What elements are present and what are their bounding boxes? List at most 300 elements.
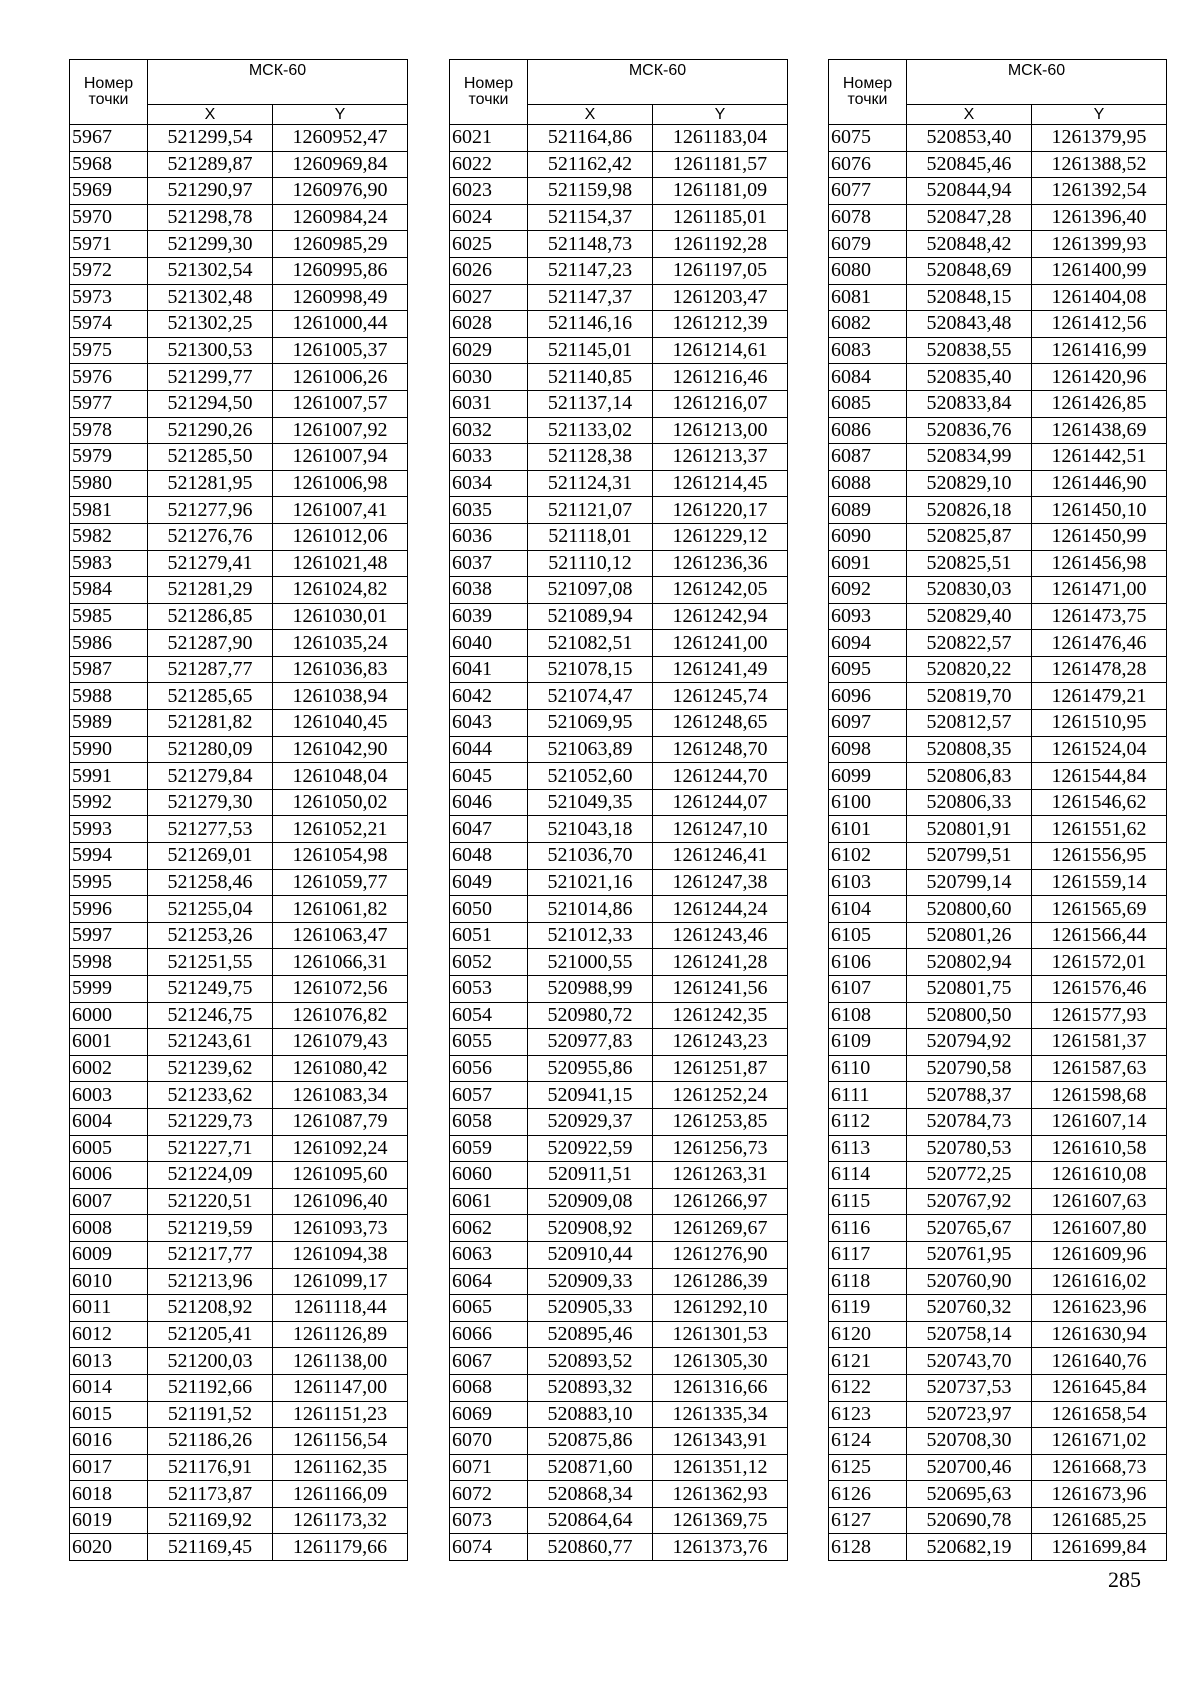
table-row [450, 444, 788, 471]
point-number-cell: 6021 [450, 125, 528, 152]
table-row [450, 1507, 788, 1534]
table-row [70, 1162, 408, 1189]
point-number-cell: 6001 [70, 1029, 148, 1056]
y-coordinate-cell: 1261181,09 [653, 178, 788, 205]
point-number-cell: 6099 [829, 763, 907, 790]
x-coordinate-cell: 521276,76 [148, 523, 273, 550]
table-row [70, 816, 408, 843]
table-row [450, 683, 788, 710]
x-coordinate-cell: 520826,18 [907, 497, 1032, 524]
y-coordinate-cell: 1261316,66 [653, 1374, 788, 1401]
table-row [70, 417, 408, 444]
x-coordinate-cell: 521287,90 [148, 630, 273, 657]
x-coordinate-cell: 521298,78 [148, 204, 273, 231]
table-row [829, 1348, 1167, 1375]
point-number-cell: 5988 [70, 683, 148, 710]
point-number-cell: 6024 [450, 204, 528, 231]
x-coordinate-cell: 520853,40 [907, 125, 1032, 152]
point-number-cell: 6103 [829, 869, 907, 896]
y-coordinate-cell: 1261063,47 [273, 922, 408, 949]
point-number-cell: 6123 [829, 1401, 907, 1428]
table-row [70, 444, 408, 471]
coordinate-system-header: МСК-60 [148, 60, 408, 105]
point-number-cell: 6116 [829, 1215, 907, 1242]
y-coordinate-cell: 1261183,04 [653, 125, 788, 152]
table-row [70, 1401, 408, 1428]
point-number-cell: 6049 [450, 869, 528, 896]
table-row [70, 1428, 408, 1455]
table-row [829, 1401, 1167, 1428]
point-number-cell: 6065 [450, 1295, 528, 1322]
point-number-cell: 6042 [450, 683, 528, 710]
table-row [450, 1295, 788, 1322]
point-number-cell: 6107 [829, 976, 907, 1003]
point-number-cell: 6010 [70, 1268, 148, 1295]
point-number-cell: 6076 [829, 151, 907, 178]
point-number-cell: 6075 [829, 125, 907, 152]
point-number-cell: 6062 [450, 1215, 528, 1242]
y-coordinate-cell: 1261610,08 [1032, 1162, 1167, 1189]
point-number-cell: 6068 [450, 1374, 528, 1401]
x-coordinate-cell: 520836,76 [907, 417, 1032, 444]
point-number-cell: 6097 [829, 710, 907, 737]
y-coordinate-cell: 1261450,10 [1032, 497, 1167, 524]
point-number-cell: 6033 [450, 444, 528, 471]
x-coordinate-cell: 521258,46 [148, 869, 273, 896]
x-coordinate-cell: 521251,55 [148, 949, 273, 976]
table-row [829, 178, 1167, 205]
point-number-cell: 6081 [829, 284, 907, 311]
table-row [450, 1321, 788, 1348]
point-number-cell: 6069 [450, 1401, 528, 1428]
y-coordinate-cell: 1261094,38 [273, 1241, 408, 1268]
table-row [829, 1029, 1167, 1056]
x-coordinate-cell: 521169,92 [148, 1507, 273, 1534]
x-coordinate-cell: 521287,77 [148, 656, 273, 683]
x-coordinate-cell: 520895,46 [528, 1321, 653, 1348]
point-number-cell: 5989 [70, 710, 148, 737]
x-coordinate-cell: 521147,23 [528, 257, 653, 284]
table-row [70, 1321, 408, 1348]
table-row [70, 843, 408, 870]
point-number-cell: 6037 [450, 550, 528, 577]
table-row [450, 922, 788, 949]
y-coordinate-cell: 1261248,70 [653, 736, 788, 763]
x-coordinate-cell: 521063,89 [528, 736, 653, 763]
table-row [829, 125, 1167, 152]
point-number-cell: 6025 [450, 231, 528, 258]
y-coordinate-cell: 1261096,40 [273, 1188, 408, 1215]
point-number-cell: 5999 [70, 976, 148, 1003]
y-coordinate-cell: 1261087,79 [273, 1108, 408, 1135]
y-coordinate-cell: 1261305,30 [653, 1348, 788, 1375]
point-number-cell: 6014 [70, 1374, 148, 1401]
y-coordinate-cell: 1261343,91 [653, 1428, 788, 1455]
y-coordinate-cell: 1261059,77 [273, 869, 408, 896]
x-coordinate-cell: 521021,16 [528, 869, 653, 896]
point-number-cell: 6070 [450, 1428, 528, 1455]
table-row [829, 1215, 1167, 1242]
table-row [450, 523, 788, 550]
point-number-cell: 6019 [70, 1507, 148, 1534]
point-number-cell: 6066 [450, 1321, 528, 1348]
x-coordinate-cell: 520829,40 [907, 603, 1032, 630]
x-coordinate-cell: 521239,62 [148, 1055, 273, 1082]
table-row [70, 284, 408, 311]
table-row [450, 1401, 788, 1428]
y-coordinate-cell: 1261181,57 [653, 151, 788, 178]
y-coordinate-cell: 1261213,37 [653, 444, 788, 471]
point-number-cell: 5970 [70, 204, 148, 231]
table-row [70, 1215, 408, 1242]
x-coordinate-cell: 520801,26 [907, 922, 1032, 949]
table-row [829, 789, 1167, 816]
table-row [450, 1082, 788, 1109]
x-coordinate-cell: 520868,34 [528, 1481, 653, 1508]
table-row [829, 444, 1167, 471]
x-coordinate-cell: 520760,32 [907, 1295, 1032, 1322]
table-row [450, 151, 788, 178]
page-number: 285 [1108, 1567, 1141, 1592]
y-coordinate-cell: 1261076,82 [273, 1002, 408, 1029]
y-coordinate-cell: 1261243,46 [653, 922, 788, 949]
y-coordinate-cell: 1261581,37 [1032, 1029, 1167, 1056]
y-coordinate-cell: 1261247,38 [653, 869, 788, 896]
table-row [70, 896, 408, 923]
x-coordinate-cell: 521192,66 [148, 1374, 273, 1401]
table-row [70, 178, 408, 205]
point-number-cell: 5973 [70, 284, 148, 311]
x-coordinate-cell: 521279,84 [148, 763, 273, 790]
point-number-cell: 6098 [829, 736, 907, 763]
x-coordinate-cell: 521069,95 [528, 710, 653, 737]
table-row [829, 1534, 1167, 1561]
point-number-cell: 6092 [829, 577, 907, 604]
x-coordinate-cell: 520847,28 [907, 204, 1032, 231]
y-coordinate-cell: 1261126,89 [273, 1321, 408, 1348]
point-number-cell: 5969 [70, 178, 148, 205]
y-coordinate-cell: 1261577,93 [1032, 1002, 1167, 1029]
x-coordinate-cell: 521133,02 [528, 417, 653, 444]
point-number-cell: 6086 [829, 417, 907, 444]
point-number-cell: 6094 [829, 630, 907, 657]
y-coordinate-cell: 1261623,96 [1032, 1295, 1167, 1322]
point-number-cell: 5983 [70, 550, 148, 577]
table-row [450, 204, 788, 231]
table-row [829, 896, 1167, 923]
point-number-cell: 6127 [829, 1507, 907, 1534]
table-row [829, 1428, 1167, 1455]
table-row [450, 763, 788, 790]
x-coordinate-cell: 521173,87 [148, 1481, 273, 1508]
table-row [450, 1162, 788, 1189]
point-number-cell: 6027 [450, 284, 528, 311]
table-row [450, 816, 788, 843]
table-row [450, 1268, 788, 1295]
x-coordinate-cell: 520864,64 [528, 1507, 653, 1534]
x-coordinate-cell: 521233,62 [148, 1082, 273, 1109]
point-number-cell: 6121 [829, 1348, 907, 1375]
y-coordinate-cell: 1261510,95 [1032, 710, 1167, 737]
y-coordinate-cell: 1261244,24 [653, 896, 788, 923]
y-coordinate-cell: 1261610,58 [1032, 1135, 1167, 1162]
table-row [829, 710, 1167, 737]
point-number-header [829, 60, 907, 125]
x-coordinate-cell: 521285,65 [148, 683, 273, 710]
table-row [70, 1082, 408, 1109]
x-coordinate-cell: 520772,25 [907, 1162, 1032, 1189]
point-number-cell: 6003 [70, 1082, 148, 1109]
table-row [70, 630, 408, 657]
point-number-header-line1: Номер [463, 75, 514, 92]
point-number-cell: 5978 [70, 417, 148, 444]
y-coordinate-cell: 1261214,45 [653, 470, 788, 497]
y-coordinate-cell: 1261438,69 [1032, 417, 1167, 444]
point-number-cell: 6115 [829, 1188, 907, 1215]
point-number-cell: 6039 [450, 603, 528, 630]
x-coordinate-cell: 520830,03 [907, 577, 1032, 604]
table-row [829, 364, 1167, 391]
point-number-cell: 5995 [70, 869, 148, 896]
table-row [450, 1029, 788, 1056]
point-number-cell: 6085 [829, 390, 907, 417]
y-coordinate-cell: 1261093,73 [273, 1215, 408, 1242]
x-coordinate-cell: 521121,07 [528, 497, 653, 524]
x-coordinate-cell: 520893,52 [528, 1348, 653, 1375]
y-coordinate-cell: 1261479,21 [1032, 683, 1167, 710]
x-coordinate-cell: 520820,22 [907, 656, 1032, 683]
x-coordinate-cell: 521146,16 [528, 311, 653, 338]
y-coordinate-cell: 1261246,41 [653, 843, 788, 870]
point-number-cell: 6013 [70, 1348, 148, 1375]
table-row [829, 1108, 1167, 1135]
point-number-header-line2: точки [468, 91, 509, 108]
point-number-cell: 6053 [450, 976, 528, 1003]
table-row [450, 337, 788, 364]
table-row [829, 1321, 1167, 1348]
table-row [829, 1188, 1167, 1215]
table-row [829, 390, 1167, 417]
x-coordinate-cell: 520695,63 [907, 1481, 1032, 1508]
point-number-cell: 6117 [829, 1241, 907, 1268]
point-number-cell: 6038 [450, 577, 528, 604]
x-coordinate-cell: 520848,42 [907, 231, 1032, 258]
table-row [450, 1241, 788, 1268]
x-coordinate-cell: 520819,70 [907, 683, 1032, 710]
table-row [450, 284, 788, 311]
point-number-cell: 6110 [829, 1055, 907, 1082]
y-coordinate-cell: 1261671,02 [1032, 1428, 1167, 1455]
x-coordinate-cell: 521097,08 [528, 577, 653, 604]
table-row [70, 151, 408, 178]
x-coordinate-cell: 521299,77 [148, 364, 273, 391]
table-row [829, 1374, 1167, 1401]
table-row [70, 1507, 408, 1534]
point-number-cell: 6096 [829, 683, 907, 710]
y-coordinate-cell: 1261241,49 [653, 656, 788, 683]
y-coordinate-cell: 1261007,92 [273, 417, 408, 444]
x-coordinate-cell: 521277,53 [148, 816, 273, 843]
y-coordinate-cell: 1261587,63 [1032, 1055, 1167, 1082]
x-coordinate-cell: 521253,26 [148, 922, 273, 949]
table-row [70, 257, 408, 284]
table-row [829, 151, 1167, 178]
point-number-cell: 6073 [450, 1507, 528, 1534]
point-number-cell: 6022 [450, 151, 528, 178]
table-row [829, 603, 1167, 630]
table-row [450, 577, 788, 604]
point-number-cell: 6011 [70, 1295, 148, 1322]
table-row [829, 337, 1167, 364]
y-coordinate-cell: 1261253,85 [653, 1108, 788, 1135]
y-coordinate-cell: 1261005,37 [273, 337, 408, 364]
point-number-cell: 5967 [70, 125, 148, 152]
y-coordinate-cell: 1261630,94 [1032, 1321, 1167, 1348]
point-number-cell: 6125 [829, 1454, 907, 1481]
y-coordinate-cell: 1261156,54 [273, 1428, 408, 1455]
x-coordinate-cell: 520905,33 [528, 1295, 653, 1322]
y-coordinate-cell: 1261035,24 [273, 630, 408, 657]
x-coordinate-cell: 520977,83 [528, 1029, 653, 1056]
table-row [450, 417, 788, 444]
y-coordinate-cell: 1260998,49 [273, 284, 408, 311]
y-coordinate-cell: 1261248,65 [653, 710, 788, 737]
point-number-cell: 6083 [829, 337, 907, 364]
table-row [450, 125, 788, 152]
point-number-cell: 6063 [450, 1241, 528, 1268]
table-row [70, 656, 408, 683]
y-coordinate-cell: 1261236,36 [653, 550, 788, 577]
y-coordinate-cell: 1261118,44 [273, 1295, 408, 1322]
y-coordinate-cell: 1261450,99 [1032, 523, 1167, 550]
point-number-cell: 6128 [829, 1534, 907, 1561]
x-coordinate-cell: 520802,94 [907, 949, 1032, 976]
y-coordinate-cell: 1261412,56 [1032, 311, 1167, 338]
x-coordinate-cell: 521200,03 [148, 1348, 273, 1375]
x-coordinate-cell: 520893,32 [528, 1374, 653, 1401]
table-row [829, 736, 1167, 763]
table-row [829, 630, 1167, 657]
point-number-cell: 6078 [829, 204, 907, 231]
point-number-cell: 5979 [70, 444, 148, 471]
point-number-cell: 6106 [829, 949, 907, 976]
y-coordinate-cell: 1261640,76 [1032, 1348, 1167, 1375]
x-coordinate-cell: 521169,45 [148, 1534, 273, 1561]
x-coordinate-cell: 521164,86 [528, 125, 653, 152]
x-coordinate-cell: 520848,15 [907, 284, 1032, 311]
y-coordinate-cell: 1261006,26 [273, 364, 408, 391]
point-number-header [70, 60, 148, 125]
point-number-cell: 6124 [829, 1428, 907, 1455]
table-row [70, 1268, 408, 1295]
y-coordinate-cell: 1261192,28 [653, 231, 788, 258]
table-row [70, 390, 408, 417]
point-number-cell: 6126 [829, 1481, 907, 1508]
table-row [829, 417, 1167, 444]
y-coordinate-cell: 1261392,54 [1032, 178, 1167, 205]
x-coordinate-cell: 521012,33 [528, 922, 653, 949]
point-number-cell: 6050 [450, 896, 528, 923]
x-coordinate-cell: 521269,01 [148, 843, 273, 870]
table-row [450, 976, 788, 1003]
table-row [450, 1374, 788, 1401]
y-coordinate-cell: 1260976,90 [273, 178, 408, 205]
y-coordinate-cell: 1261061,82 [273, 896, 408, 923]
point-number-cell: 6091 [829, 550, 907, 577]
y-coordinate-cell: 1261369,75 [653, 1507, 788, 1534]
x-coordinate-cell: 521300,53 [148, 337, 273, 364]
point-number-cell: 6048 [450, 843, 528, 870]
table-row [450, 1188, 788, 1215]
x-coordinate-cell: 520843,48 [907, 311, 1032, 338]
y-coordinate-cell: 1261607,14 [1032, 1108, 1167, 1135]
point-number-cell: 6043 [450, 710, 528, 737]
table-row [70, 231, 408, 258]
point-number-cell: 6046 [450, 789, 528, 816]
y-coordinate-cell: 1261335,34 [653, 1401, 788, 1428]
x-coordinate-cell: 521043,18 [528, 816, 653, 843]
table-row [450, 497, 788, 524]
x-coordinate-cell: 520790,58 [907, 1055, 1032, 1082]
table-row [450, 630, 788, 657]
table-row [450, 603, 788, 630]
table-row [70, 789, 408, 816]
x-coordinate-cell: 521302,54 [148, 257, 273, 284]
x-coordinate-cell: 520801,91 [907, 816, 1032, 843]
table-row [450, 843, 788, 870]
point-number-cell: 6109 [829, 1029, 907, 1056]
y-coordinate-cell: 1261242,94 [653, 603, 788, 630]
x-coordinate-cell: 521294,50 [148, 390, 273, 417]
x-coordinate-cell: 520788,37 [907, 1082, 1032, 1109]
y-coordinate-cell: 1261042,90 [273, 736, 408, 763]
x-coordinate-cell: 521124,31 [528, 470, 653, 497]
table-row [829, 231, 1167, 258]
point-number-cell: 6012 [70, 1321, 148, 1348]
table-row [829, 1295, 1167, 1322]
y-coordinate-cell: 1261242,35 [653, 1002, 788, 1029]
x-coordinate-cell: 521118,01 [528, 523, 653, 550]
table-row [450, 257, 788, 284]
table-row [450, 231, 788, 258]
table-row [450, 1534, 788, 1561]
table-row [829, 976, 1167, 1003]
table-row [829, 1002, 1167, 1029]
y-coordinate-cell: 1261565,69 [1032, 896, 1167, 923]
y-coordinate-cell: 1261244,07 [653, 789, 788, 816]
x-coordinate-cell: 520835,40 [907, 364, 1032, 391]
point-number-cell: 6118 [829, 1268, 907, 1295]
y-coordinate-cell: 1261095,60 [273, 1162, 408, 1189]
y-coordinate-cell: 1261566,44 [1032, 922, 1167, 949]
coordinates-table-1 [69, 59, 408, 1561]
y-coordinate-cell: 1261251,87 [653, 1055, 788, 1082]
y-coordinate-cell: 1261072,56 [273, 976, 408, 1003]
table-row [829, 1454, 1167, 1481]
point-number-cell: 5987 [70, 656, 148, 683]
y-coordinate-cell: 1261083,34 [273, 1082, 408, 1109]
point-number-cell: 6122 [829, 1374, 907, 1401]
point-number-cell: 6044 [450, 736, 528, 763]
point-number-cell: 6036 [450, 523, 528, 550]
x-coordinate-cell: 521074,47 [528, 683, 653, 710]
y-coordinate-cell: 1261216,46 [653, 364, 788, 391]
x-coordinate-cell: 521281,95 [148, 470, 273, 497]
point-number-cell: 5980 [70, 470, 148, 497]
table-row [829, 1241, 1167, 1268]
x-coordinate-cell: 520723,97 [907, 1401, 1032, 1428]
y-coordinate-cell: 1261362,93 [653, 1481, 788, 1508]
